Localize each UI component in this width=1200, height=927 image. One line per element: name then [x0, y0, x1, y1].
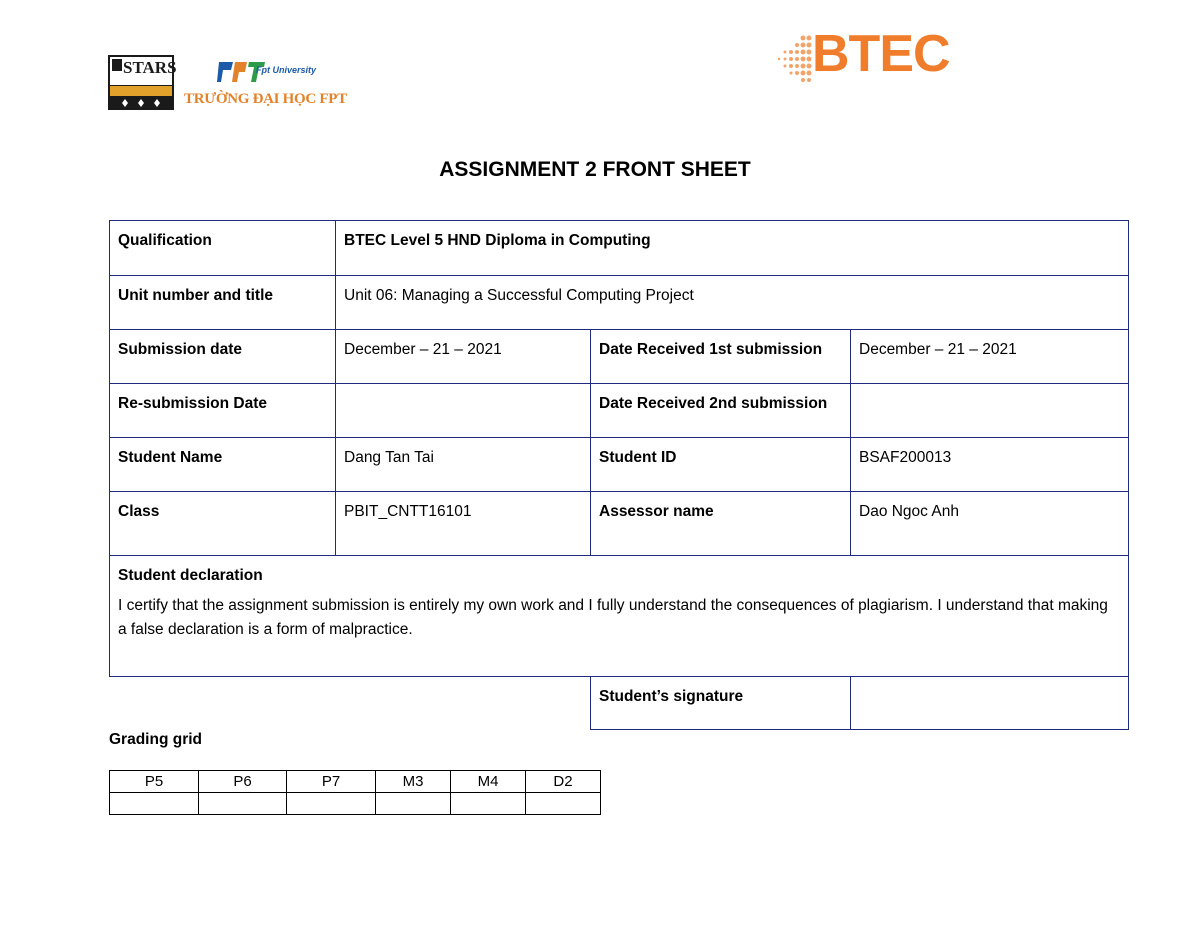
student-name-label: Student Name — [110, 438, 336, 492]
row-submission — [110, 330, 1129, 384]
resubmission-date-label: Re-submission Date — [110, 384, 336, 438]
fpt-university-text: Fpt University — [256, 65, 317, 75]
grading-grid-title: Grading grid — [109, 731, 202, 748]
btec-logo-text: BTEC — [812, 25, 950, 83]
submission-date-label: Submission date — [110, 330, 336, 384]
date-received-1-value: December – 21 – 2021 — [851, 330, 1129, 384]
assessor-value: Dao Ngoc Anh — [851, 492, 1129, 556]
class-label: Class — [110, 492, 336, 556]
row-student — [110, 438, 1129, 492]
student-id-label: Student ID — [591, 438, 851, 492]
declaration-label: Student declaration — [118, 567, 263, 584]
class-value: PBIT_CNTT16101 — [336, 492, 591, 556]
date-received-1-label: Date Received 1st submission — [591, 330, 851, 384]
date-received-2-value — [851, 384, 1129, 438]
grade-value-p6 — [199, 793, 287, 815]
qs-stars-logo — [108, 55, 177, 110]
grading-grid — [109, 770, 601, 815]
signature-spacer — [110, 677, 591, 730]
date-received-2-label: Date Received 2nd submission — [591, 384, 851, 438]
student-id-value: BSAF200013 — [851, 438, 1129, 492]
grade-header-m4: M4 — [451, 771, 526, 793]
grade-value-m3 — [376, 793, 451, 815]
assessor-label: Assessor name — [591, 492, 851, 556]
grading-value-row — [110, 793, 601, 815]
row-resubmission — [110, 384, 1129, 438]
submission-date-value: December – 21 – 2021 — [336, 330, 591, 384]
grading-header-row — [110, 771, 601, 793]
grade-header-p7: P7 — [287, 771, 376, 793]
signature-label: Student’s signature — [591, 677, 851, 730]
stars-logo-text: STARS — [123, 58, 177, 77]
qualification-value: BTEC Level 5 HND Diploma in Computing — [336, 221, 1129, 276]
row-declaration — [110, 556, 1129, 677]
fpt-name-text: TRƯỜNG ĐẠI HỌC FPT — [184, 91, 347, 107]
grade-value-m4 — [451, 793, 526, 815]
grade-value-p7 — [287, 793, 376, 815]
page-title: ASSIGNMENT 2 FRONT SHEET — [439, 158, 751, 181]
signature-value — [851, 677, 1129, 730]
grade-header-p6: P6 — [199, 771, 287, 793]
row-signature — [110, 677, 1129, 730]
student-name-value: Dang Tan Tai — [336, 438, 591, 492]
grade-header-p5: P5 — [110, 771, 199, 793]
declaration-cell — [110, 556, 1129, 677]
qualification-label: Qualification — [110, 221, 336, 276]
resubmission-date-value — [336, 384, 591, 438]
front-sheet-table — [109, 220, 1129, 730]
grade-header-m3: M3 — [376, 771, 451, 793]
grade-value-p5 — [110, 793, 199, 815]
row-qualification — [110, 221, 1129, 276]
declaration-text: I certify that the assignment submission is entirely my own work and I fully understand the consequences of plagiarism. I understand that making a false declaration is a form of malpractice. — [118, 597, 1108, 638]
unit-label: Unit number and title — [110, 276, 336, 330]
row-unit — [110, 276, 1129, 330]
row-class — [110, 492, 1129, 556]
unit-value: Unit 06: Managing a Successful Computing Project — [336, 276, 1129, 330]
grade-header-d2: D2 — [526, 771, 601, 793]
grade-value-d2 — [526, 793, 601, 815]
